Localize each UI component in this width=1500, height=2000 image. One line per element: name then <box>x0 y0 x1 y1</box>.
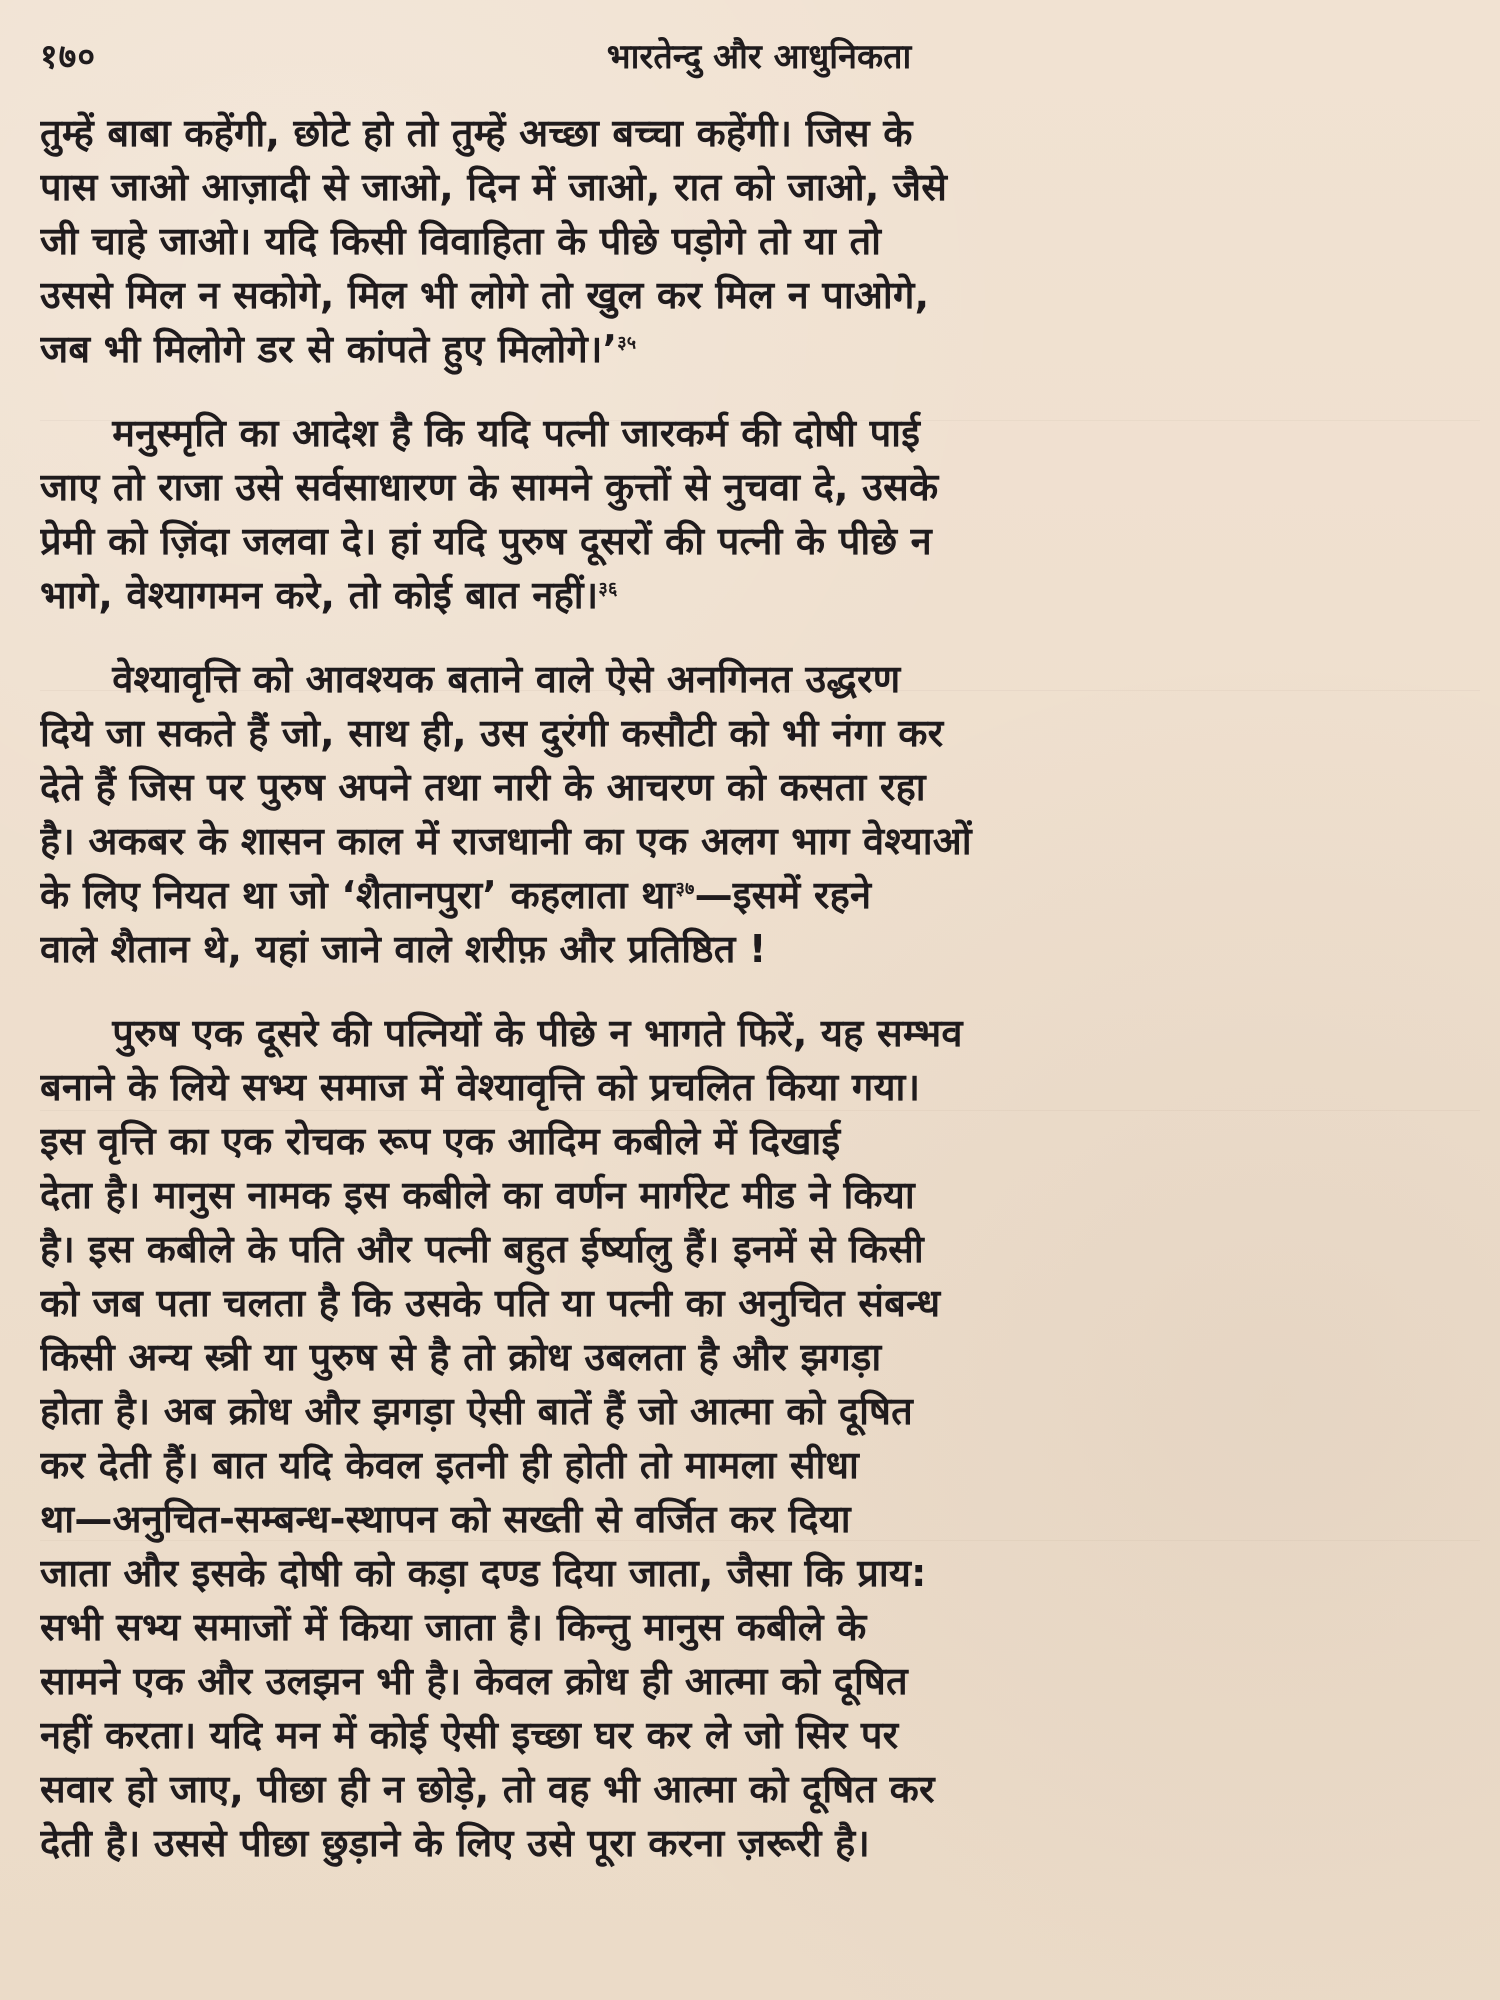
paragraph-line: मनुस्मृति का आदेश है कि यदि पत्नी जारकर्म की दोषी पाई <box>112 411 921 455</box>
paragraph-line: उससे मिल न सकोगे, मिल भी लोगे तो खुल कर मिल न पाओगे, <box>40 273 930 317</box>
paragraph-line: पास जाओ आज़ादी से जाओ, दिन में जाओ, रात को जाओ, जैसे <box>40 165 948 209</box>
paragraph-line: वेश्यावृत्ति को आवश्यक बताने वाले ऐसे अनगिनत उद्धरण <box>112 657 901 701</box>
paragraph-line: नहीं करता। यदि मन में कोई ऐसी इच्छा घर कर ले जो सिर पर <box>40 1713 899 1757</box>
paragraph-3 <box>40 652 1478 976</box>
paragraph-line: तुम्हें बाबा कहेंगी, छोटे हो तो तुम्हें अच्छा बच्चा कहेंगी। जिस के <box>40 111 913 155</box>
page-number: १७० <box>40 37 97 77</box>
paragraph-line: को जब पता चलता है कि उसके पति या पत्नी का अनुचित संबन्ध <box>40 1281 941 1325</box>
paragraph-line: किसी अन्य स्त्री या पुरुष से है तो क्रोध उबलता है और झगड़ा <box>40 1335 882 1379</box>
paragraph-line: बनाने के लिये सभ्य समाज में वेश्यावृत्ति को प्रचलित किया गया। <box>40 1065 921 1109</box>
paragraph-line: दिये जा सकते हैं जो, साथ ही, उस दुरंगी कसौटी को भी नंगा कर <box>40 711 944 755</box>
running-header <box>40 32 1478 94</box>
footnote-ref: ३५ <box>617 332 637 354</box>
paragraph-line: था—अनुचित-सम्बन्ध-स्थापन को सख्ती से वर्जित कर दिया <box>40 1497 851 1541</box>
paragraph-line: इस वृत्ति का एक रोचक रूप एक आदिम कबीले में दिखाई <box>40 1119 841 1163</box>
paragraph-line <box>40 568 1478 622</box>
paragraph-4 <box>40 1006 1478 1870</box>
header-title: भारतेन्दु और आधुनिकता <box>606 37 912 77</box>
paragraph-line: जी चाहे जाओ। यदि किसी विवाहिता के पीछे पड़ोगे तो या तो <box>40 219 882 263</box>
paragraph-line: जाए तो राजा उसे सर्वसाधारण के सामने कुत्तों से नुचवा दे, उसके <box>40 465 939 509</box>
paragraph-line: होता है। अब क्रोध और झगड़ा ऐसी बातें हैं जो आत्मा को दूषित <box>40 1389 914 1433</box>
line-text: जब भी मिलोगे डर से कांपते हुए मिलोगे।’ <box>40 327 618 371</box>
paragraph-line: देते हैं जिस पर पुरुष अपने तथा नारी के आचरण को कसता रहा <box>40 765 926 809</box>
paragraph-line: देता है। मानुस नामक इस कबीले का वर्णन मार्गरेट मीड ने किया <box>40 1173 915 1217</box>
paragraph-line: देती है। उससे पीछा छुड़ाने के लिए उसे पूरा करना ज़रूरी है। <box>40 1821 871 1865</box>
paragraph-line: सामने एक और उलझन भी है। केवल क्रोध ही आत्मा को दूषित <box>40 1659 908 1703</box>
paragraph-line: सवार हो जाए, पीछा ही न छोड़े, तो वह भी आत्मा को दूषित कर <box>40 1767 935 1811</box>
footnote-ref: ३७ <box>675 878 695 900</box>
paragraph-line <box>40 868 1478 922</box>
line-text: भागे, वेश्यागमन करे, तो कोई बात नहीं। <box>40 573 599 617</box>
paragraph-line: वाले शैतान थे, यहां जाने वाले शरीफ़ और प्रतिष्ठित ! <box>40 927 767 971</box>
body-text <box>40 106 1478 1870</box>
paragraph-line: प्रेमी को ज़िंदा जलवा दे। हां यदि पुरुष दूसरों की पत्नी के पीछे न <box>40 519 932 563</box>
paragraph-line: है। अकबर के शासन काल में राजधानी का एक अलग भाग वेश्याओं <box>40 819 972 863</box>
paragraph-line: है। इस कबीले के पति और पत्नी बहुत ईर्ष्यालु हैं। इनमें से किसी <box>40 1227 924 1271</box>
paragraph-line: सभी सभ्य समाजों में किया जाता है। किन्तु मानुस कबीले के <box>40 1605 867 1649</box>
line-text: के लिए नियत था जो ‘शैतानपुरा’ कहलाता था <box>40 873 676 917</box>
paragraph-line <box>40 322 1478 376</box>
paragraph-2 <box>40 406 1478 622</box>
footnote-ref: ३६ <box>598 578 618 600</box>
paragraph-line: जाता और इसके दोषी को कड़ा दण्ड दिया जाता, जैसा कि प्राय: <box>40 1551 927 1595</box>
line-text: —इसमें रहने <box>694 873 872 917</box>
paragraph-line: कर देती हैं। बात यदि केवल इतनी ही होती तो मामला सीधा <box>40 1443 859 1487</box>
paragraph-1 <box>40 106 1478 376</box>
paragraph-line: पुरुष एक दूसरे की पत्नियों के पीछे न भागते फिरें, यह सम्भव <box>112 1011 963 1055</box>
